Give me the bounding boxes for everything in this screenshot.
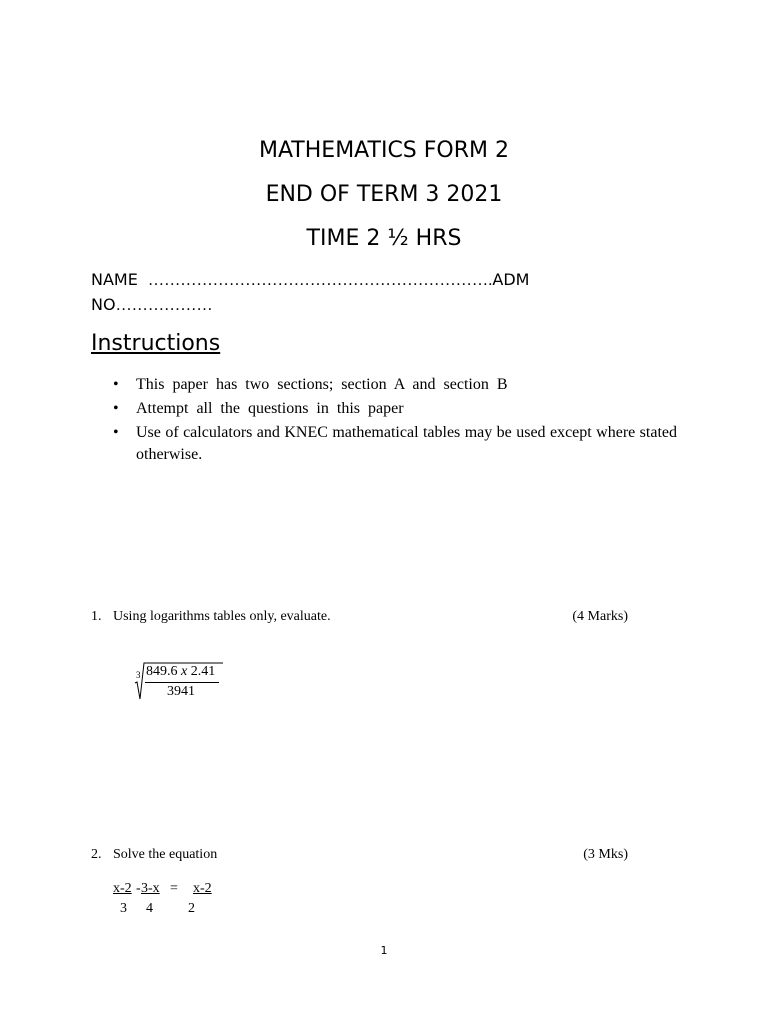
bullet-icon: • (113, 400, 119, 417)
expression-denominator: 3941 (167, 684, 195, 699)
exam-title: MATHEMATICS FORM 2 (258, 138, 509, 163)
candidate-details (91, 268, 561, 318)
term2-numerator: 3-x (141, 881, 160, 896)
instructions-list (113, 374, 677, 468)
exam-term: END OF TERM 3 2021 (265, 182, 503, 207)
question-number: 2. (91, 847, 102, 862)
term1-denominator: 3 (120, 901, 127, 916)
exam-duration: TIME 2 ½ HRS (306, 226, 462, 251)
minus-sign: - (136, 881, 141, 896)
instruction-item: • Attempt all the questions in this paper (113, 398, 677, 420)
question-text: Using logarithms tables only, evaluate. (113, 609, 331, 624)
question-marks: (4 Marks) (572, 609, 628, 624)
root-index: 3 (136, 670, 141, 680)
question-marks: (3 Mks) (583, 847, 628, 862)
instructions-heading: Instructions (91, 331, 221, 356)
name-field[interactable]: ………………………………………………………. (148, 272, 493, 289)
rhs-numerator: x-2 (193, 881, 212, 896)
instruction-item: • This paper has two sections; section A and section B (113, 374, 677, 396)
question-number: 1. (91, 609, 102, 624)
equals-sign: = (170, 881, 178, 896)
no-label: NO (91, 295, 116, 314)
expression-numerator: 849.6 x 2.41 (146, 664, 216, 679)
adm-no-field[interactable]: ……………… (115, 297, 213, 314)
page-number: 1 (380, 944, 388, 957)
name-label: NAME (91, 270, 138, 289)
question-text: Solve the equation (113, 847, 218, 862)
cube-root-expression (133, 661, 233, 703)
equation (113, 880, 253, 920)
adm-label: ADM (492, 270, 530, 289)
fraction-bar (145, 682, 219, 683)
instruction-item: • Use of calculators and KNEC mathematical tables may be used except where stated otherwise. (113, 424, 677, 463)
term1-numerator: x-2 (113, 881, 132, 896)
term2-denominator: 4 (146, 901, 153, 916)
rhs-denominator: 2 (188, 901, 195, 916)
bullet-icon: • (113, 424, 119, 441)
bullet-icon: • (113, 376, 119, 393)
